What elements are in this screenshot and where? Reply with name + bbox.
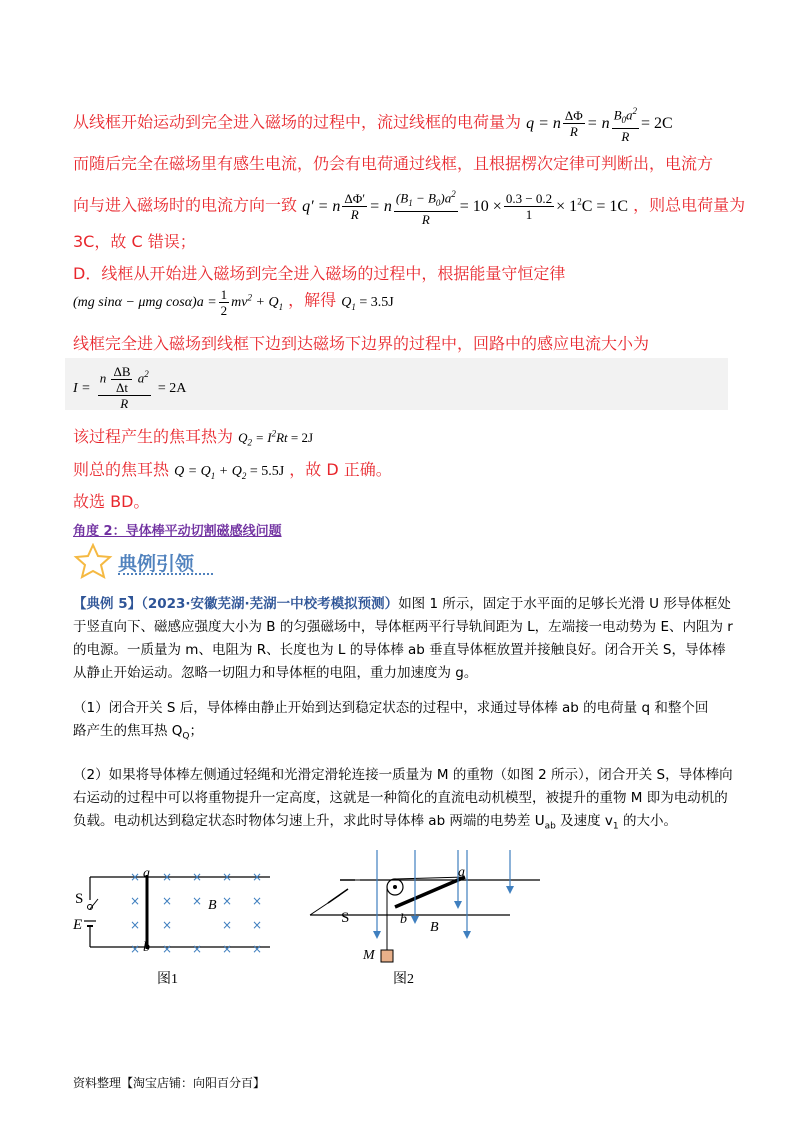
fig2-label-M: M bbox=[363, 948, 375, 963]
svg-text:×: × bbox=[252, 894, 263, 908]
text: ，则总电荷量为 bbox=[633, 195, 746, 215]
solution-line-6 bbox=[73, 287, 394, 318]
text: （2）如果将导体棒左侧通过轻绳和光滑定滑轮连接一质量为 M 的重物（如图 2 所示），闭合开关 S，导体棒向右运动的过程中可以将重物提升一定高度，这就是一种简化的直流电动机模型，被提升的重物 M 即为电动机的负载。电动机达到稳定状态时物体匀速上升，求此时导体棒 ab 两端的电势差 U bbox=[73, 767, 733, 829]
solution-line-5: D．线框从开始进入磁场到完全进入磁场的过程中，根据能量守恒定律 bbox=[73, 264, 566, 283]
svg-text:×: × bbox=[252, 870, 263, 884]
solution-line-10: 故选 BD。 bbox=[73, 492, 150, 511]
footer: 资料整理【淘宝店铺：向阳百分百】 bbox=[73, 1076, 266, 1090]
question-1: （1）闭合开关 S 后，导体棒由静止开始到达到稳定状态的过程中，求通过导体棒 ab 的电荷量 q 和整个回 路产生的焦耳热 $Q_Q$； bbox=[73, 700, 709, 742]
solution-line-1 bbox=[73, 104, 673, 144]
example-text: 如图 1 所示，固定于水平面的足够长光滑 U 形导体框处于竖直向下、磁感应强度大小为 B 的匀强磁场中，导体框两平行导轨间距为 L，左端接一电动势为 E、内阻为 r 的电源。一质量为 m、电阻为 R、长度也为 L 的导体棒 ab 垂直导体框放置并接触良好。闭合开关 S，导体棒从静止开始运动。忽略一切阻力和导体框的电阻，重力加速度为 g。 bbox=[73, 596, 733, 681]
text: ； bbox=[189, 723, 204, 739]
current-formula: I = n $\frac{\Delta B}{\Delta t}$ $a^2$ R = 2A bbox=[73, 364, 187, 411]
energy-formula: (mg sinα − μmg cosα)a = $\frac{1}{2}$ $mv^2 + Q_1$ bbox=[73, 287, 284, 318]
fig1-label-b: b bbox=[143, 940, 150, 955]
fig1-label-B: B bbox=[208, 898, 217, 913]
fig2-label-b: b bbox=[400, 912, 407, 927]
fig1-label-a: a bbox=[143, 866, 150, 881]
fig2-label-a: a bbox=[458, 865, 465, 880]
solution-line-8: 该过程产生的焦耳热为 $Q_2 = I^2Rt = 2J$ bbox=[73, 427, 314, 448]
fig1-label-E: E bbox=[73, 917, 83, 933]
svg-text:×: × bbox=[192, 870, 203, 884]
figure-1 bbox=[70, 855, 280, 965]
svg-text:×: × bbox=[130, 870, 141, 884]
svg-text:×: × bbox=[222, 894, 233, 908]
text: 及速度 v bbox=[555, 813, 613, 829]
star-icon bbox=[73, 543, 113, 579]
svg-text:×: × bbox=[252, 918, 263, 932]
solution-line-2: 而随后完全在磁场里有感生电流，仍会有电荷通过线框，且根据楞次定律可判断出，电流方 bbox=[73, 154, 714, 173]
text: 从线框开始运动到完全进入磁场的过程中，流过线框的电荷量为 bbox=[73, 112, 522, 132]
text: 的大小。 bbox=[618, 813, 677, 829]
solution-line-7: 线框完全进入磁场到线框下边到达磁场下边界的过程中，回路中的感应电流大小为 bbox=[73, 334, 650, 353]
solution-line-3 bbox=[73, 187, 745, 227]
svg-text:×: × bbox=[222, 918, 233, 932]
solution-line-4: 3C，故 C 错误； bbox=[73, 232, 196, 251]
svg-text:×: × bbox=[162, 942, 173, 956]
formula-q: q = n $\frac{\Delta\Phi}{R}$ = n $\frac{B_0a^2}{R}$ = 2C bbox=[526, 106, 673, 144]
formula-q-prime: q′ = n $\frac{\Delta\Phi'}{R}$ = n $\frac{(B_1 - B_0)a^2}{R}$ = 10 × $\frac{0.3 - 0.2}{1}$ × $1^2C = 1C$ bbox=[302, 189, 629, 227]
example-paragraph bbox=[73, 593, 733, 685]
text: ，故 D 正确。 bbox=[289, 460, 392, 479]
solution-line-9: 则总的焦耳热 $Q = Q_1 + Q_2 = 5.5J$ ，故 D 正确。 bbox=[73, 460, 392, 481]
angle-title: 角度 2：导体棒平动切割磁感线问题 bbox=[73, 524, 282, 539]
svg-text:×: × bbox=[130, 894, 141, 908]
fig2-label-B: B bbox=[430, 920, 439, 935]
svg-text:×: × bbox=[192, 894, 203, 908]
svg-text:×: × bbox=[130, 942, 141, 956]
svg-text:×: × bbox=[252, 942, 263, 956]
text: 则总的焦耳热 bbox=[73, 460, 170, 479]
question-2: （2）如果将导体棒左侧通过轻绳和光滑定滑轮连接一质量为 M 的重物（如图 2 所示），闭合开关 S，导体棒向右运动的过程中可以将重物提升一定高度，这就是一种简化的直流电动机模型，被提升的重物 M 即为电动机的负载。电动机达到稳定状态时物体匀速上升，求此时导体棒 ab 两端的电势差 $U_{ab}$ 及速度 $v_1$ 的大小。 bbox=[73, 767, 733, 832]
q1-result: $Q_1 = 3.5J$ bbox=[341, 294, 394, 312]
fig2-caption: 图2 bbox=[393, 972, 414, 987]
text: ，解得 bbox=[288, 290, 337, 310]
example-tag: 【典例 5】（2023·安徽芜湖·芜湖一中校考模拟预测） bbox=[73, 596, 399, 612]
banner-underline bbox=[118, 573, 213, 575]
text: （1）闭合开关 S 后，导体棒由静止开始到达到稳定状态的过程中，求通过导体棒 ab 的电荷量 q 和整个回 bbox=[73, 700, 709, 716]
svg-text:×: × bbox=[222, 870, 233, 884]
svg-text:×: × bbox=[192, 942, 203, 956]
subscript: ab bbox=[544, 821, 556, 832]
text: 路产生的焦耳热 Q bbox=[73, 723, 183, 739]
fig2-label-S: S bbox=[341, 910, 350, 926]
example-banner bbox=[73, 543, 223, 579]
banner-text: 典例引领 bbox=[118, 553, 195, 575]
text: 向与进入磁场时的电流方向一致 bbox=[73, 195, 298, 215]
text: 该过程产生的焦耳热为 bbox=[73, 427, 234, 446]
figure-2 bbox=[290, 845, 550, 975]
svg-text:×: × bbox=[162, 894, 173, 908]
fig1-caption: 图1 bbox=[157, 972, 178, 987]
svg-text:×: × bbox=[162, 918, 173, 932]
svg-text:×: × bbox=[162, 870, 173, 884]
fig1-label-S: S bbox=[75, 891, 84, 907]
svg-text:×: × bbox=[130, 918, 141, 932]
svg-text:×: × bbox=[222, 942, 233, 956]
